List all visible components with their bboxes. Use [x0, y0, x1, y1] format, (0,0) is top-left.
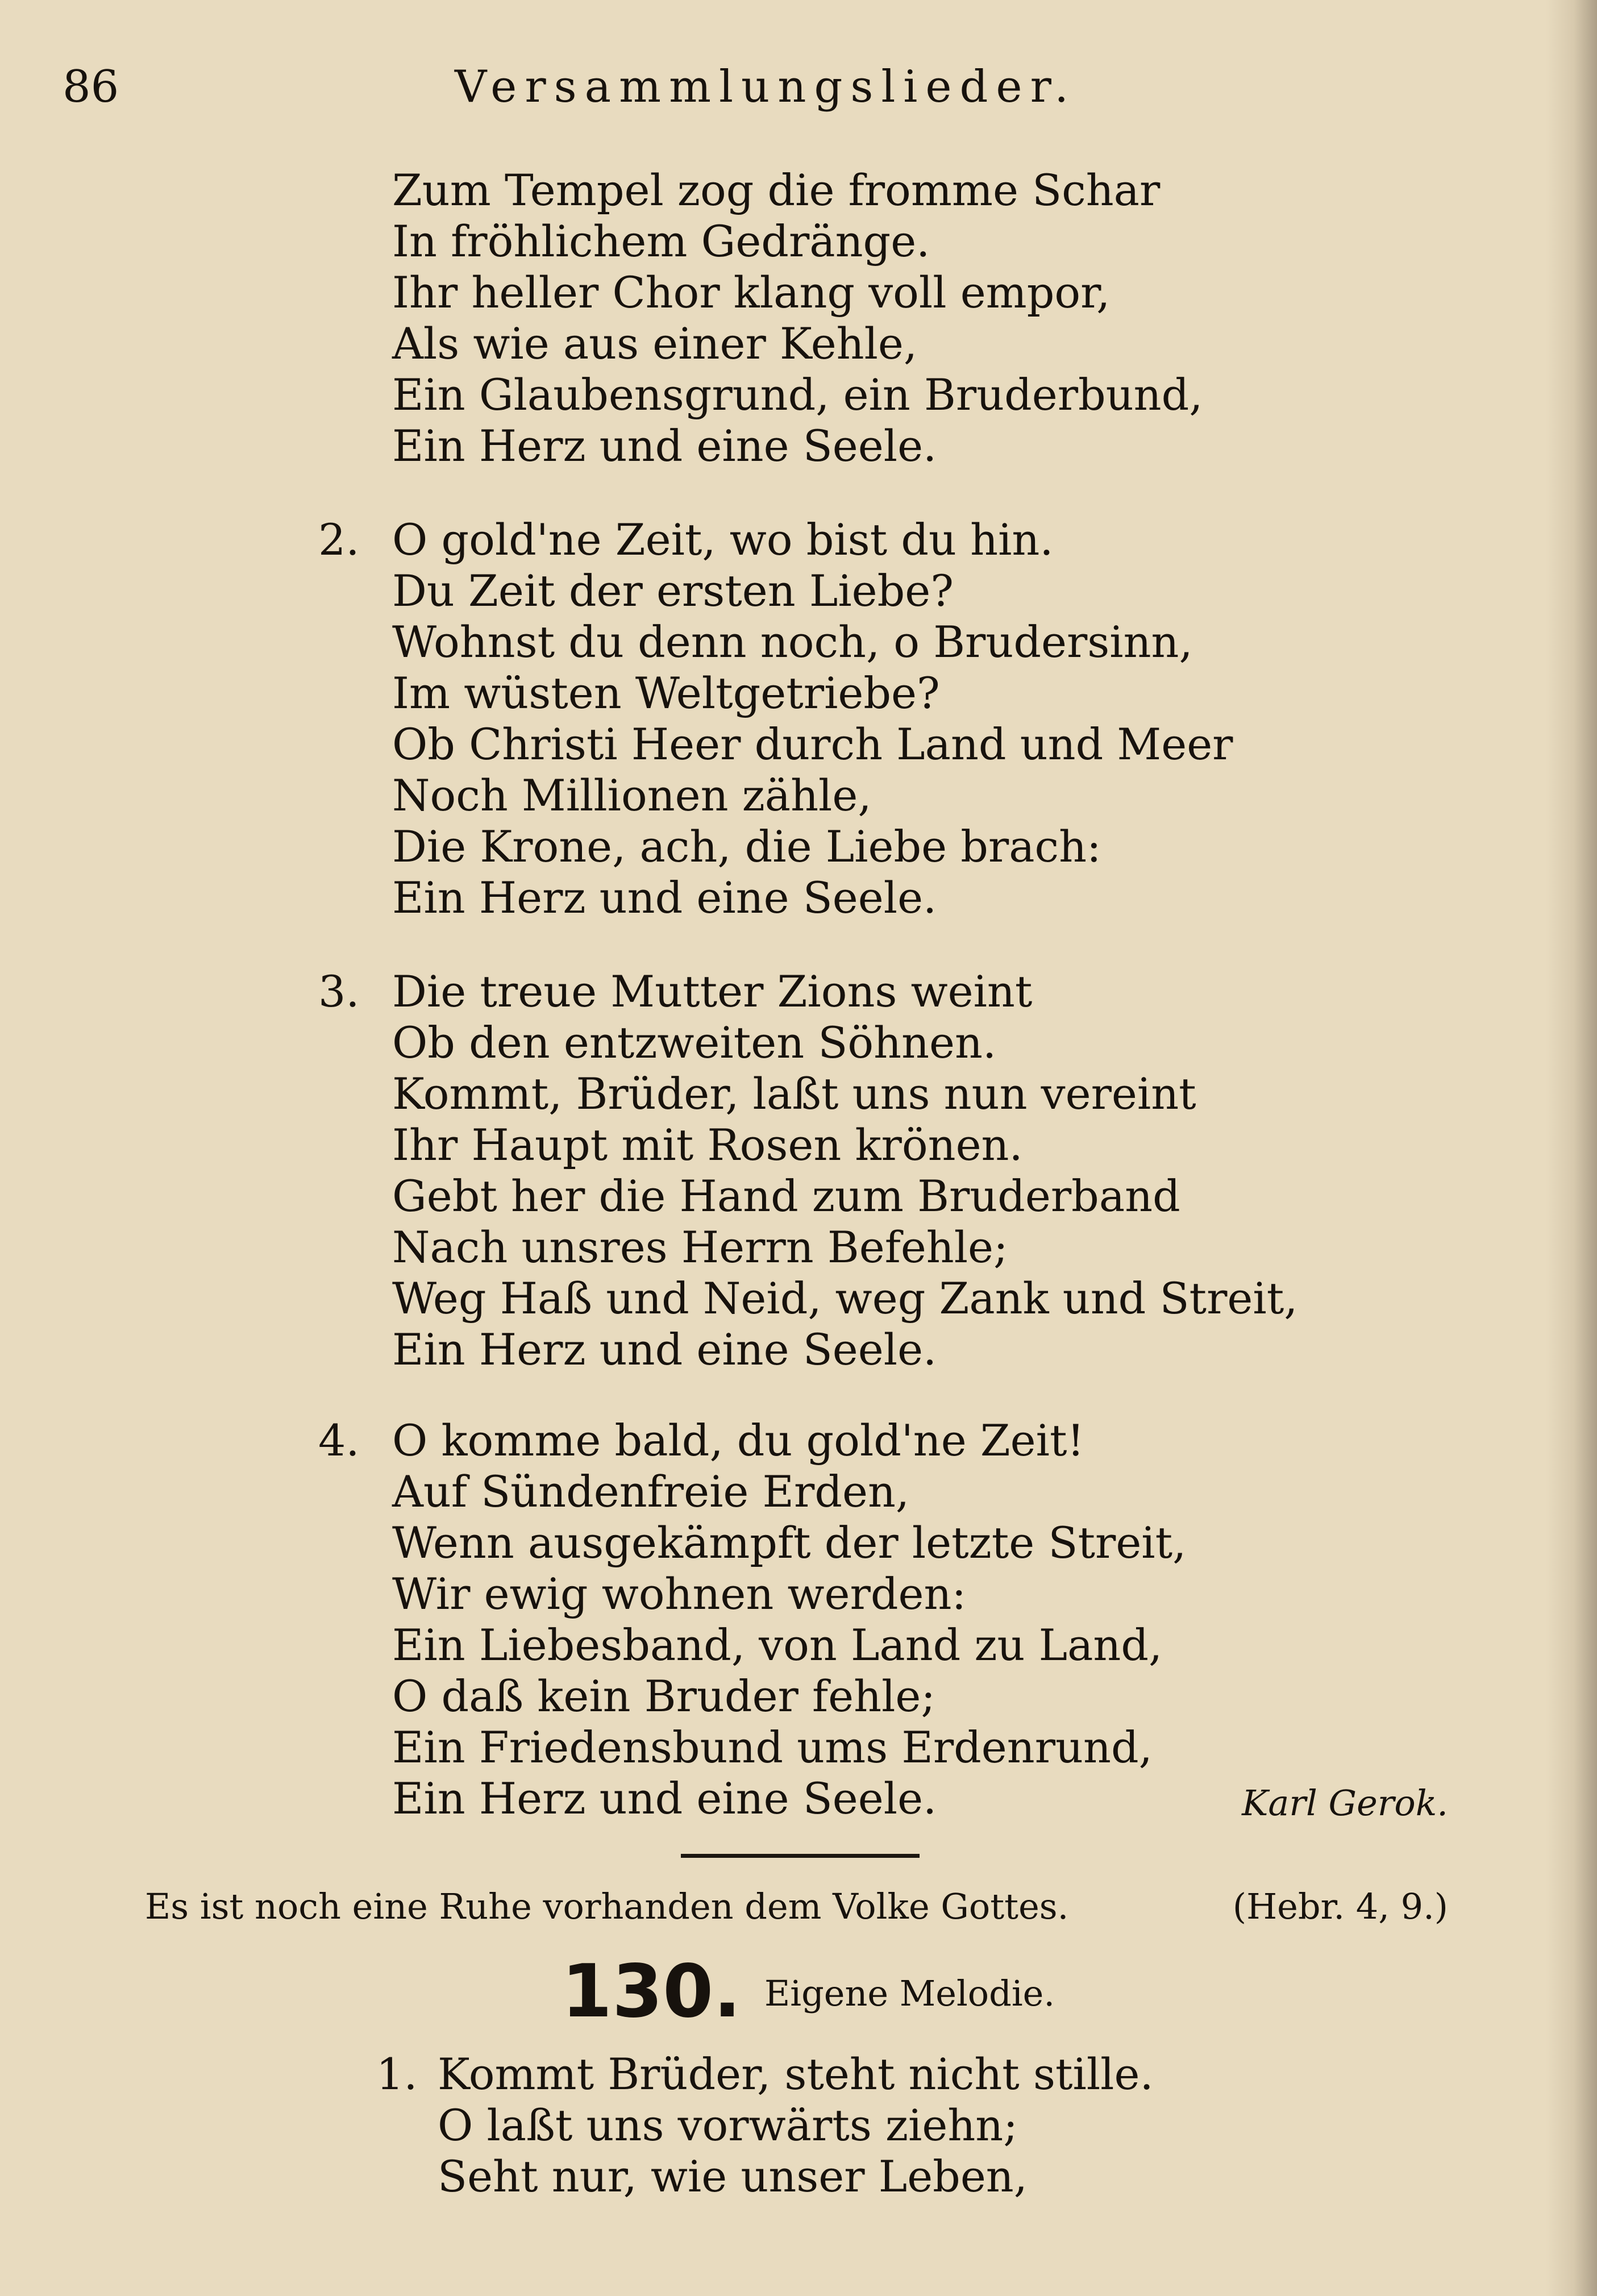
verse-line: Ein Herz und eine Seele. — [392, 872, 937, 923]
hymn-130-stanza-1 — [438, 2049, 1154, 2202]
verse-line: Kommt, Brüder, laßt uns nun vereint — [392, 1068, 1196, 1119]
stanza-number: 4. — [318, 1415, 360, 1466]
section-divider — [681, 1854, 920, 1858]
verse-line: Auf Sündenfreie Erden, — [392, 1466, 910, 1517]
verse-line: Ein Herz und eine Seele. — [392, 421, 937, 471]
stanza-number: 2. — [318, 514, 360, 565]
author-credit: Karl Gerok. — [1242, 1782, 1448, 1824]
page-edge-shadow — [1546, 0, 1597, 2296]
verse-line: Seht nur, wie unser Leben, — [438, 2151, 1028, 2202]
stanza-1 — [392, 165, 1203, 472]
page-number: 86 — [63, 61, 119, 113]
verse-line: O daß kein Bruder fehle; — [392, 1671, 935, 1721]
verse-line: Ihr heller Chor klang voll empor, — [392, 267, 1111, 318]
verse-line: Kommt Brüder, steht nicht stille. — [438, 2049, 1154, 2099]
verse-line: Ein Herz und eine Seele. — [392, 1773, 937, 1824]
verse-line: Ein Liebesband, von Land zu Land, — [392, 1620, 1163, 1670]
verse-line: Ob den entzweiten Söhnen. — [392, 1017, 997, 1068]
melody-note: Eigene Melodie. — [764, 1973, 1055, 2014]
hymn-motto: Es ist noch eine Ruhe vorhanden dem Volke Gottes. — [145, 1886, 1069, 1927]
verse-line: Zum Tempel zog die fromme Schar — [392, 165, 1161, 215]
verse-line: Ein Herz und eine Seele. — [392, 1324, 937, 1375]
stanza-4 — [392, 1415, 1186, 1824]
verse-line: Du Zeit der ersten Liebe? — [392, 565, 954, 616]
verse-line: Wenn ausgekämpft der letzte Streit, — [392, 1517, 1187, 1568]
verse-line: Wir ewig wohnen werden: — [392, 1569, 967, 1619]
stanza-2 — [392, 514, 1233, 924]
verse-line: O komme bald, du gold'ne Zeit! — [392, 1415, 1085, 1466]
verse-line: Die treue Mutter Zions weint — [392, 966, 1033, 1017]
verse-line: Noch Millionen zähle, — [392, 770, 872, 821]
verse-line: Ein Glaubensgrund, ein Bruderbund, — [392, 369, 1203, 420]
running-title: Versammlungslieder. — [455, 61, 1077, 113]
verse-line: O laßt uns vorwärts ziehn; — [438, 2100, 1018, 2151]
verse-line: Wohnst du denn noch, o Brudersinn, — [392, 617, 1193, 667]
stanza-number: 3. — [318, 966, 360, 1017]
verse-line: Ihr Haupt mit Rosen krönen. — [392, 1120, 1023, 1170]
verse-line: O gold'ne Zeit, wo bist du hin. — [392, 514, 1054, 565]
verse-line: Die Krone, ach, die Liebe brach: — [392, 821, 1101, 872]
stanza-number: 1. — [376, 2049, 418, 2099]
verse-line: In fröhlichem Gedränge. — [392, 216, 930, 267]
verse-line: Ob Christi Heer durch Land und Meer — [392, 719, 1233, 770]
verse-line: Gebt her die Hand zum Bruderband — [392, 1171, 1180, 1221]
verse-line: Nach unsres Herrn Befehle; — [392, 1222, 1008, 1272]
verse-line: Weg Haß und Neid, weg Zank und Streit, — [392, 1273, 1298, 1324]
motto-reference: (Hebr. 4, 9.) — [1232, 1886, 1448, 1927]
verse-line: Als wie aus einer Kehle, — [392, 318, 918, 369]
hymn-number: 130. — [562, 1949, 741, 2034]
verse-line: Im wüsten Weltgetriebe? — [392, 668, 940, 718]
stanza-3 — [392, 966, 1297, 1375]
verse-line: Ein Friedensbund ums Erdenrund, — [392, 1722, 1153, 1773]
